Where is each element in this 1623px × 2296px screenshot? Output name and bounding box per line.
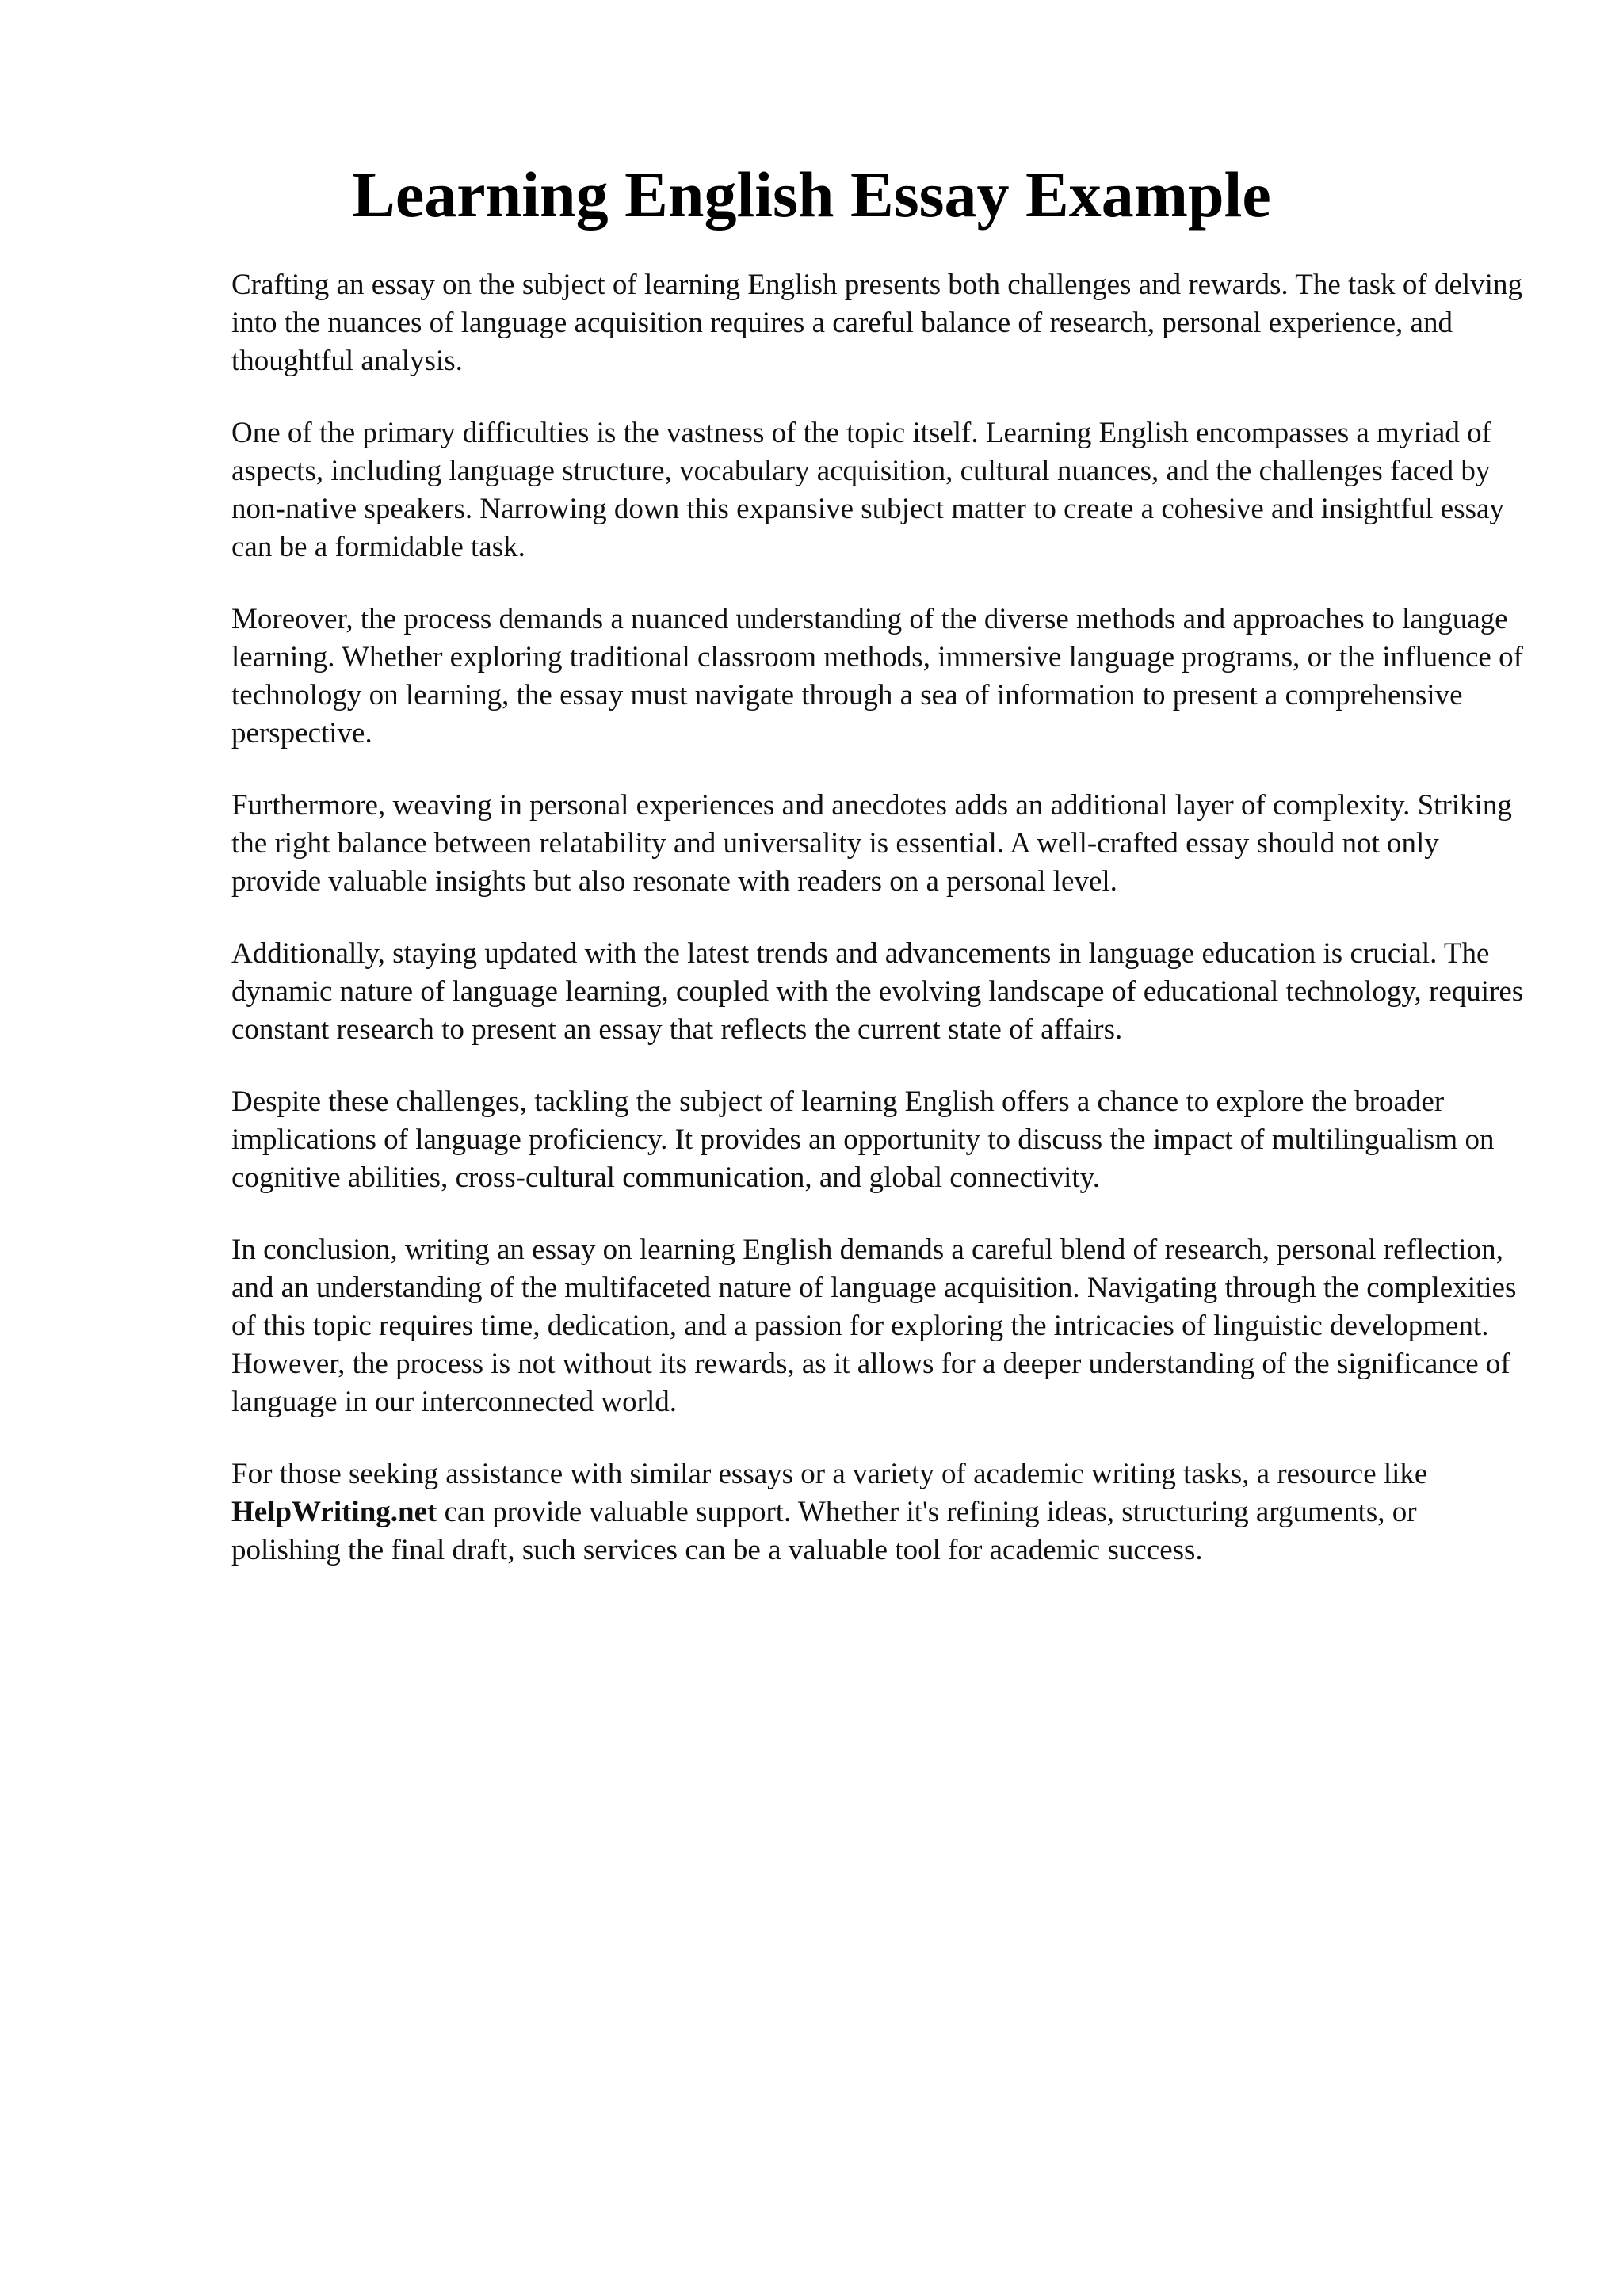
closing-text-before: For those seeking assistance with similar essays or a variety of academic writing tasks, a resource like xyxy=(231,1458,1428,1490)
paragraph-closing xyxy=(231,1455,1531,1569)
essay-body xyxy=(231,266,1531,1604)
paragraph-personal-experience: Furthermore, weaving in personal experiences and anecdotes adds an additional layer of complexity. Striking the right balance between relatability and universality is essential. A well-crafted essay should not only provide valuable insights but also resonate with readers on a personal level. xyxy=(231,789,1512,898)
brand-name: HelpWriting.net xyxy=(231,1496,437,1528)
closing-text-after: can provide valuable support. Whether it's refining ideas, structuring arguments, or polishing the final draft, such services can be a valuable tool for academic success. xyxy=(231,1496,1417,1566)
paragraph-methods: Moreover, the process demands a nuanced understanding of the diverse methods and approaches to language learning. Whether exploring traditional classroom methods, immersive language programs, or the influence of technology on learning, the essay must navigate through a sea of information to present a comprehensive perspective. xyxy=(231,603,1523,749)
paragraph-intro: Crafting an essay on the subject of learning English presents both challenges and rewards. The task of delving into the nuances of language acquisition requires a careful balance of research, personal experience, and thoughtful analysis. xyxy=(231,269,1522,377)
paragraph-difficulties: One of the primary difficulties is the vastness of the topic itself. Learning English encompasses a myriad of aspects, including language structure, vocabulary acquisition, cultural nuances, and the challenges faced by non-native speakers. Narrowing down this expansive subject matter to create a cohesive and insightful essay can be a formidable task. xyxy=(231,417,1504,563)
paragraph-conclusion: In conclusion, writing an essay on learning English demands a careful blend of research, personal reflection, and an understanding of the multifaceted nature of language acquisition. Navigating through the complexities of this topic requires time, dedication, and a passion for exploring the intricacies of linguistic development. However, the process is not without its rewards, as it allows for a deeper understanding of the significance of language in our interconnected world. xyxy=(231,1234,1517,1418)
paragraph-implications: Despite these challenges, tackling the subject of learning English offers a chance to explore the broader implications of language proficiency. It provides an opportunity to discuss the impact of multilingualism on cognitive abilities, cross-cultural communication, and global connectivity. xyxy=(231,1085,1495,1194)
page-title: Learning English Essay Example xyxy=(352,158,1271,231)
paragraph-trends: Additionally, staying updated with the latest trends and advancements in language education is crucial. The dynamic nature of language learning, coupled with the evolving landscape of educational technology, requires constant research to present an essay that reflects the current state of affairs. xyxy=(231,937,1524,1046)
